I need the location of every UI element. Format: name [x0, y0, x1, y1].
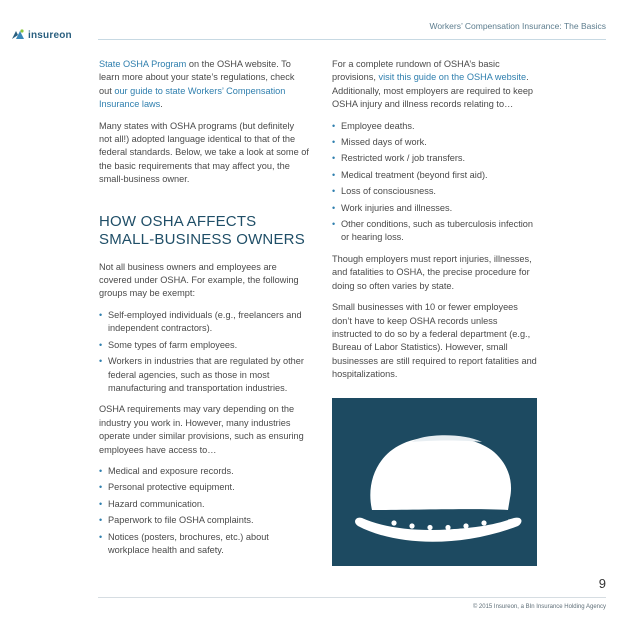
- list-item: [99, 514, 309, 527]
- left-paragraph-4: OSHA requirements may vary depending on the industry you work in. However, many industries operate under similar provisions, such as ensuring employees have access to…: [99, 404, 304, 455]
- right-paragraph-2: Though employers must report injuries, illnesses, and fatalities to OSHA, the precise procedure for doing so often varies by state.: [332, 253, 532, 291]
- list-item-text: Other conditions, such as tuberculosis infection or hearing loss.: [341, 219, 534, 243]
- list-item-text: Some types of farm employees.: [108, 339, 238, 350]
- list-item: [332, 202, 537, 215]
- list-item: [332, 185, 537, 198]
- list-item-text: Workers in industries that are regulated by other federal agencies, such as those in most manufacturing and transportation industries.: [108, 356, 304, 393]
- right-p1-text-2: . Additionally, most employers are required to keep OSHA injury and illness records relating to…: [332, 72, 534, 110]
- list-item: [332, 152, 537, 165]
- list-item: [99, 309, 309, 336]
- osha-records-list: [332, 120, 537, 245]
- footer-copyright: © 2015 Insureon, a BIn Insurance Holding Agency: [472, 604, 606, 610]
- bullet-icon: •: [332, 202, 336, 213]
- bullet-icon: •: [99, 339, 103, 350]
- right-column: [332, 58, 537, 390]
- exempt-groups-list: [99, 309, 309, 395]
- left-p1-text-2: .: [160, 99, 163, 110]
- list-item-text: Restricted work / job transfers.: [341, 153, 466, 164]
- page-number: 9: [598, 576, 606, 591]
- list-item: [332, 136, 537, 149]
- hard-hat-icon: [332, 398, 537, 566]
- list-item-text: Paperwork to file OSHA complaints.: [108, 515, 254, 526]
- header-divider: [98, 39, 606, 40]
- bullet-icon: •: [99, 465, 103, 476]
- right-paragraph-3: Small businesses with 10 or fewer employees don’t have to keep OSHA records unless instructed to do so by a federal department (e.g., Bureau of Labor Statistics). However, small businesses are still required to report fatalities and hospitalizations.: [332, 302, 537, 380]
- footer-divider: [98, 597, 606, 598]
- bullet-icon: •: [99, 498, 103, 509]
- right-p1-text-1: For a complete rundown of OSHA’s basic provisions,: [332, 59, 500, 83]
- list-item-text: Work injuries and illnesses.: [341, 202, 453, 213]
- bullet-icon: •: [332, 186, 336, 197]
- bullet-icon: •: [99, 356, 103, 367]
- list-item: [99, 481, 309, 494]
- list-item: [99, 355, 309, 395]
- hard-hat-image: [332, 398, 537, 566]
- list-item-text: Missed days of work.: [341, 137, 427, 148]
- left-paragraph-3: Not all business owners and employees are covered under OSHA. For example, the following groups may be exempt:: [99, 261, 299, 299]
- bullet-icon: •: [99, 531, 103, 542]
- list-item-text: Medical and exposure records.: [108, 465, 234, 476]
- bullet-icon: •: [99, 482, 103, 493]
- right-paragraph-1: [332, 58, 537, 112]
- bullet-icon: •: [332, 137, 336, 148]
- logo-text: insureon: [28, 29, 72, 41]
- list-item-text: Employee deaths.: [341, 120, 415, 131]
- left-paragraph-2: Many states with OSHA programs (but definitely not all!) adopted language identical to that of the federal standards. Below, we take a look at some of the basic requirements that may affect you, the small-business owner.: [99, 120, 309, 185]
- list-item: [332, 120, 537, 133]
- bullet-icon: •: [99, 515, 103, 526]
- state-osha-program-link[interactable]: State OSHA Program: [99, 59, 187, 69]
- bullet-icon: •: [99, 309, 103, 320]
- list-item-text: Personal protective equipment.: [108, 482, 235, 493]
- list-item-text: Loss of consciousness.: [341, 186, 436, 197]
- bullet-icon: •: [332, 219, 336, 230]
- left-column: [99, 58, 309, 565]
- osha-guide-link[interactable]: visit this guide on the OSHA website: [378, 72, 527, 83]
- state-workers-comp-guide-link[interactable]: our guide to state Workers’ Compensation Insurance laws: [99, 85, 286, 110]
- left-paragraph-1: [99, 58, 309, 112]
- bullet-icon: •: [332, 120, 336, 131]
- list-item: [99, 498, 309, 511]
- header-title: Workers’ Compensation Insurance: The Basics: [429, 21, 606, 31]
- list-item-text: Self-employed individuals (e.g., freelancers and independent contractors).: [108, 309, 302, 334]
- bullet-icon: •: [332, 153, 336, 164]
- list-item: [99, 531, 309, 558]
- list-item-text: Hazard communication.: [108, 498, 205, 509]
- insureon-logo: [10, 27, 72, 43]
- list-item-text: Medical treatment (beyond first aid).: [341, 169, 488, 180]
- section-heading: HOW OSHA AFFECTS SMALL-BUSINESS OWNERS: [99, 212, 305, 248]
- list-item: [332, 218, 537, 245]
- bullet-icon: •: [332, 169, 336, 180]
- list-item-text: Notices (posters, brochures, etc.) about workplace health and safety.: [108, 531, 269, 555]
- employee-access-list: [99, 465, 309, 557]
- list-item: [99, 465, 309, 478]
- list-item: [332, 169, 537, 182]
- insureon-logo-mark-icon: [10, 27, 26, 43]
- list-item: [99, 339, 309, 352]
- left-p1-text-1: on the OSHA website. To learn more about your state’s regulations, check out: [99, 59, 295, 96]
